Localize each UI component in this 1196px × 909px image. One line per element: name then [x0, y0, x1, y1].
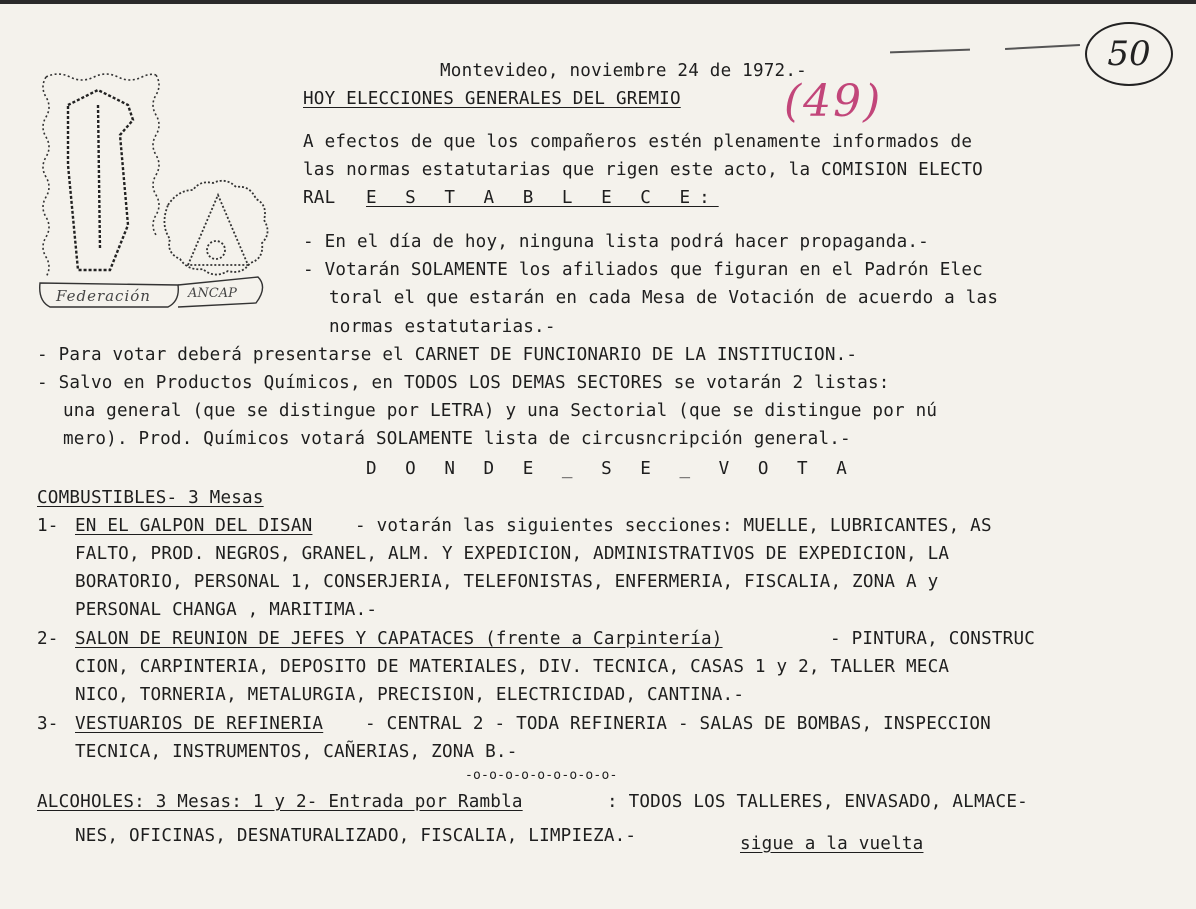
rule-2-line-1: - Votarán SOLAMENTE los afiliados que figuran en el Padrón Elec	[303, 260, 983, 280]
item-3-line-1: - CENTRAL 2 - TODA REFINERIA - SALAS DE BOMBAS, INSPECCION	[365, 714, 991, 734]
item-1-location: EN EL GALPON DEL DISAN	[75, 516, 313, 536]
rule-4-line-2: una general (que se distingue por LETRA) y una Sectorial (que se distingue por nú	[63, 401, 938, 421]
rule-1: - En el día de hoy, ninguna lista podrá hacer propaganda.-	[303, 232, 929, 252]
rule-4-line-1: - Salvo en Productos Químicos, en TODOS LOS DEMAS SECTORES se votarán 2 listas:	[37, 373, 890, 393]
item-2-line-1: - PINTURA, CONSTRUC	[830, 629, 1036, 649]
continued-overleaf: sigue a la vuelta	[740, 834, 924, 854]
item-2-line-3: NICO, TORNERIA, METALURGIA, PRECISION, ELECTRICIDAD, CANTINA.-	[75, 685, 745, 705]
establece-heading: E S T A B L E C E:	[366, 188, 719, 208]
item-1-number: 1-	[37, 516, 59, 536]
item-2-location: SALON DE REUNION DE JEFES Y CAPATACES (frente a Carpintería)	[75, 629, 723, 649]
item-3-location: VESTUARIOS DE REFINERIA	[75, 714, 324, 734]
rule-2-line-3: normas estatutarias.-	[329, 317, 556, 337]
intro-line-1: A efectos de que los compañeros estén plenamente informados de	[303, 132, 973, 152]
alcoholes-line-1: : TODOS LOS TALLERES, ENVASADO, ALMACE-	[607, 792, 1028, 812]
item-2-number: 2-	[37, 629, 59, 649]
item-1-line-3: BORATORIO, PERSONAL 1, CONSERJERIA, TELEFONISTAS, ENFERMERIA, FISCALIA, ZONA A y	[75, 572, 939, 592]
rule-3: - Para votar deberá presentarse el CARNET DE FUNCIONARIO DE LA INSTITUCION.-	[37, 345, 858, 365]
folio-number: 50	[1085, 22, 1173, 86]
where-to-vote-heading: D O N D E _ S E _ V O T A	[366, 459, 856, 479]
intro-line-2: las normas estatutarias que rigen este acto, la COMISION ELECTO	[303, 160, 983, 180]
alcoholes-heading: ALCOHOLES: 3 Mesas: 1 y 2- Entrada por Rambla	[37, 792, 523, 812]
item-3-line-2: TECNICA, INSTRUMENTOS, CAÑERIAS, ZONA B.-	[75, 742, 518, 762]
union-logo	[28, 65, 278, 320]
combustibles-heading: COMBUSTIBLES- 3 Mesas	[37, 488, 264, 508]
item-3-number: 3-	[37, 714, 59, 734]
item-1-line-1: - votarán las siguientes secciones: MUELLE, LUBRICANTES, AS	[355, 516, 992, 536]
date-line: Montevideo, noviembre 24 de 1972.-	[440, 61, 807, 81]
item-1-line-2: FALTO, PROD. NEGROS, GRANEL, ALM. Y EXPEDICION, ADMINISTRATIVOS DE EXPEDICION, LA	[75, 544, 950, 564]
intro-line-3: RAL	[303, 188, 336, 208]
item-2-line-2: CION, CARPINTERIA, DEPOSITO DE MATERIALES, DIV. TECNICA, CASAS 1 y 2, TALLER MECA	[75, 657, 950, 677]
alcoholes-line-2: NES, OFICINAS, DESNATURALIZADO, FISCALIA, LIMPIEZA.-	[75, 826, 637, 846]
handwritten-page-note: (49)	[784, 76, 883, 127]
svg-text:ANCAP: ANCAP	[188, 286, 237, 301]
section-divider: -o-o-o-o-o-o-o-o-o-	[465, 768, 618, 783]
svg-text:Federación: Federación	[56, 287, 151, 305]
top-border	[0, 0, 1196, 4]
pen-stroke-2	[1005, 44, 1080, 50]
pen-stroke-1	[890, 49, 970, 54]
rule-4-line-3: mero). Prod. Químicos votará SOLAMENTE lista de circusncripción general.-	[63, 429, 851, 449]
rule-2-line-2: toral el que estarán en cada Mesa de Votación de acuerdo a las	[329, 288, 999, 308]
headline: HOY ELECCIONES GENERALES DEL GREMIO	[303, 89, 681, 109]
item-1-line-4: PERSONAL CHANGA , MARITIMA.-	[75, 600, 378, 620]
